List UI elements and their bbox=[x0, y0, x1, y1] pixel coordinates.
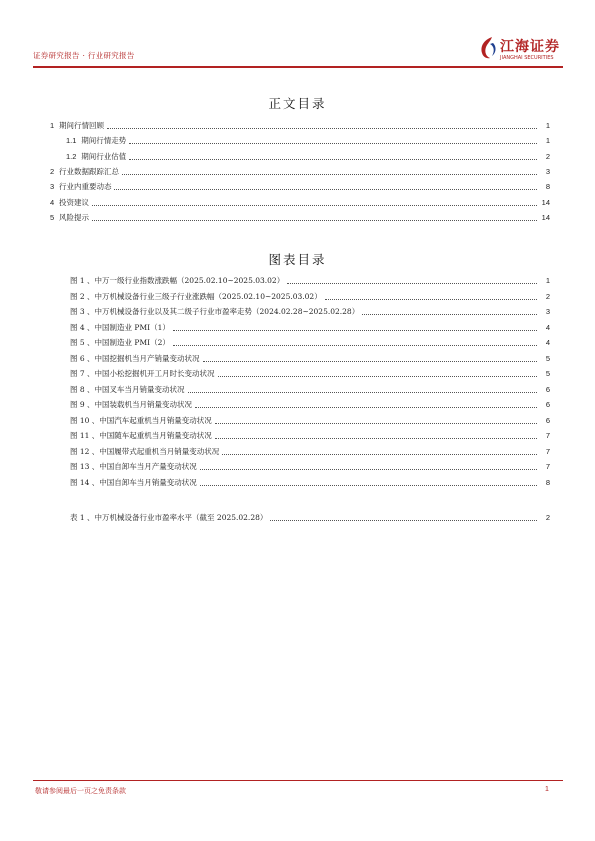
figure-entry[interactable]: 图 3 、中万机械设备行业以及其二级子行业市盈率走势（2024.02.28~2025.02.28） 3 bbox=[70, 307, 550, 316]
figure-entry[interactable]: 图 9 、中国装载机当月销量变动状况 6 bbox=[70, 400, 550, 409]
toc-entry[interactable]: 2 行业数据跟踪汇总 3 bbox=[50, 167, 550, 176]
figure-entry[interactable]: 图 1 、中万一级行业指数涨跌幅（2025.02.10~2025.03.02） 1 bbox=[70, 276, 550, 285]
logo-emblem-icon bbox=[478, 36, 498, 60]
toc-entry[interactable]: 1 期间行情回顾 1 bbox=[50, 121, 550, 130]
figure-entry[interactable]: 图 14 、中国自卸车当月销量变动状况 8 bbox=[70, 478, 550, 487]
logo-english: JIANGHAI SECURITIES bbox=[500, 55, 554, 61]
header-divider bbox=[33, 66, 563, 68]
toc-entry[interactable]: 1.2 期间行业估值 2 bbox=[66, 152, 550, 161]
toc-entry[interactable]: 4 投资建议 14 bbox=[50, 198, 550, 207]
company-logo bbox=[478, 34, 570, 64]
figure-entry[interactable]: 图 2 、中万机械设备行业三级子行业涨跌幅（2025.02.10~2025.03.02） 2 bbox=[70, 292, 550, 301]
toc-entry[interactable]: 5 风险提示 14 bbox=[50, 213, 550, 222]
figure-entry[interactable]: 图 11 、中国随车起重机当月销量变动状况 7 bbox=[70, 431, 550, 440]
figure-entry[interactable]: 图 7 、中国小松挖掘机开工月时长变动状况 5 bbox=[70, 369, 550, 378]
footer-divider bbox=[33, 780, 563, 781]
table-entry[interactable]: 表 1 、中万机械设备行业市盈率水平（截至 2025.02.28） 2 bbox=[70, 513, 550, 522]
figure-entry[interactable]: 图 8 、中国叉车当月销量变动状况 6 bbox=[70, 385, 550, 394]
figure-entry[interactable]: 图 13 、中国自卸车当月产量变动状况 7 bbox=[70, 462, 550, 471]
report-type-label: 证券研究报告 · 行业研究报告 bbox=[33, 51, 135, 60]
figure-entry[interactable]: 图 5 、中国制造业 PMI（2） 4 bbox=[70, 338, 550, 347]
disclaimer-note: 敬请参阅最后一页之免责条款 bbox=[35, 787, 126, 795]
logo-name: 江海证券 bbox=[500, 39, 560, 55]
figure-entry[interactable]: 图 4 、中国制造业 PMI（1） 4 bbox=[70, 323, 550, 332]
figure-entry[interactable]: 图 10 、中国汽车起重机当月销量变动状况 6 bbox=[70, 416, 550, 425]
toc-title: 正文目录 bbox=[268, 96, 327, 111]
figure-entry[interactable]: 图 6 、中国挖掘机当月产销量变动状况 5 bbox=[70, 354, 550, 363]
page-number: 1 bbox=[545, 786, 549, 793]
toc-entry[interactable]: 1.1 期间行情走势 1 bbox=[66, 136, 550, 145]
figures-title: 图表目录 bbox=[268, 252, 327, 267]
toc-entry[interactable]: 3 行业内重要动态 8 bbox=[50, 182, 550, 191]
figure-entry[interactable]: 图 12 、中国履带式起重机当月销量变动状况 7 bbox=[70, 447, 550, 456]
